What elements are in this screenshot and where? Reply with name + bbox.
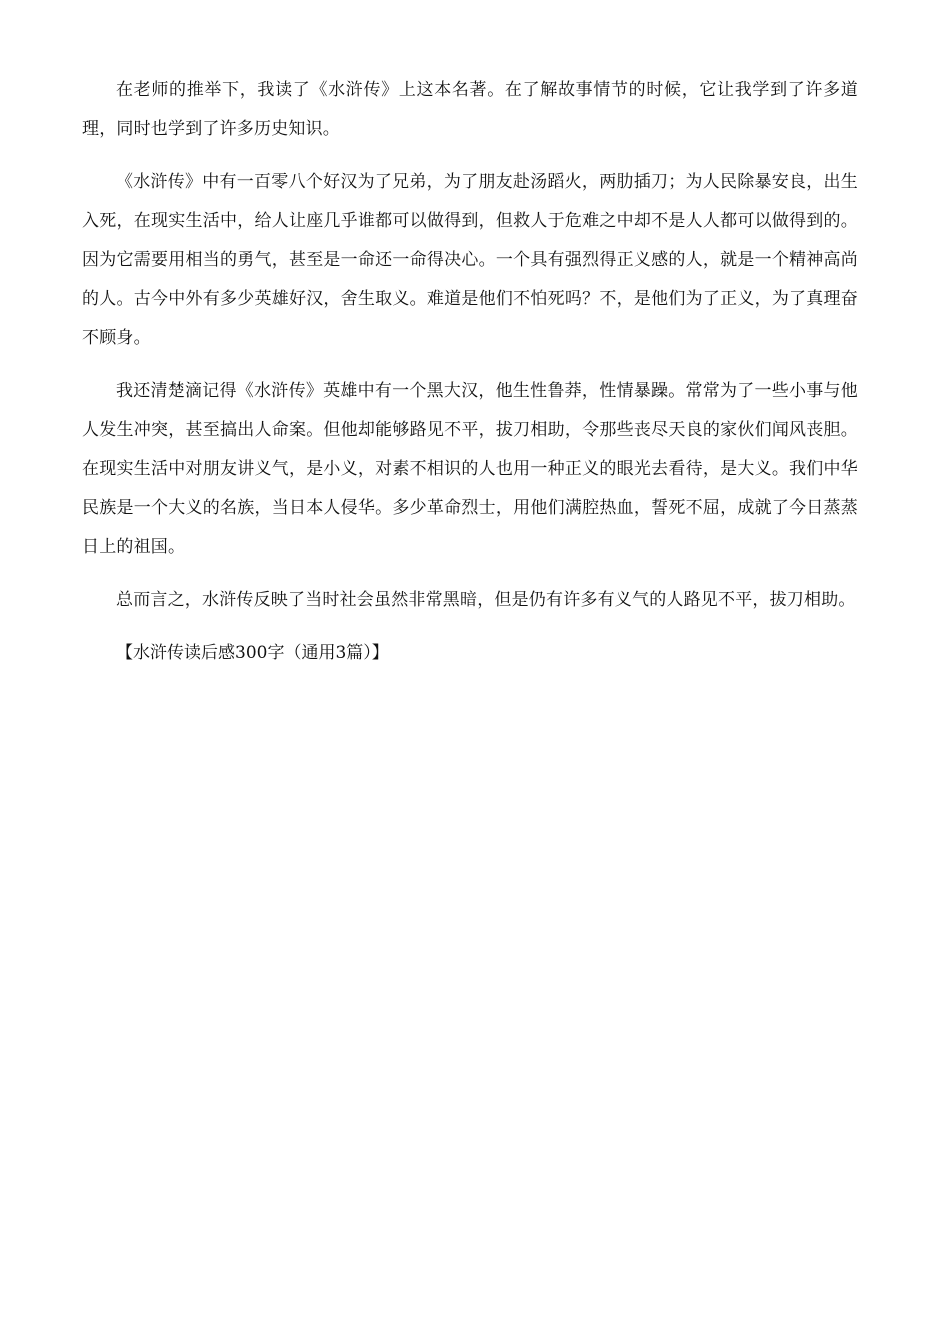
paragraph-3: 我还清楚滴记得《水浒传》英雄中有一个黑大汉，他生性鲁莽，性情暴躁。常常为了一些小事与他人发生冲突，甚至搞出人命案。但他却能够路见不平，拔刀相助，令那些丧尽天良的家伙们闻风丧胆。在现实生活中对朋友讲义气，是小义，对素不相识的人也用一种正义的眼光去看待，是大义。我们中华民族是一个大义的名族，当日本人侵华。多少革命烈士，用他们满腔热血，誓死不屈，成就了今日蒸蒸日上的祖国。 [82,381,858,557]
paragraph-4: 总而言之，水浒传反映了当时社会虽然非常黑暗，但是仍有许多有义气的人路见不平，拔刀相助。 [116,590,856,610]
paragraph-2: 《水浒传》中有一百零八个好汉为了兄弟，为了朋友赴汤蹈火，两肋插刀；为人民除暴安良，出生入死，在现实生活中，给人让座几乎谁都可以做得到，但救人于危难之中却不是人人都可以做得到的。因为它需要用相当的勇气，甚至是一命还一命得决心。一个具有强烈得正义感的人，就是一个精神高尚的人。古今中外有多少英雄好汉，舍生取义。难道是他们不怕死吗？不，是他们为了正义，为了真理奋不顾身。 [82,172,858,348]
paragraph-1: 在老师的推举下，我读了《水浒传》上这本名著。在了解故事情节的时候，它让我学到了许多道理，同时也学到了许多历史知识。 [82,80,858,139]
footer-title: 【水浒传读后感300字（通用3篇）】 [116,643,389,663]
